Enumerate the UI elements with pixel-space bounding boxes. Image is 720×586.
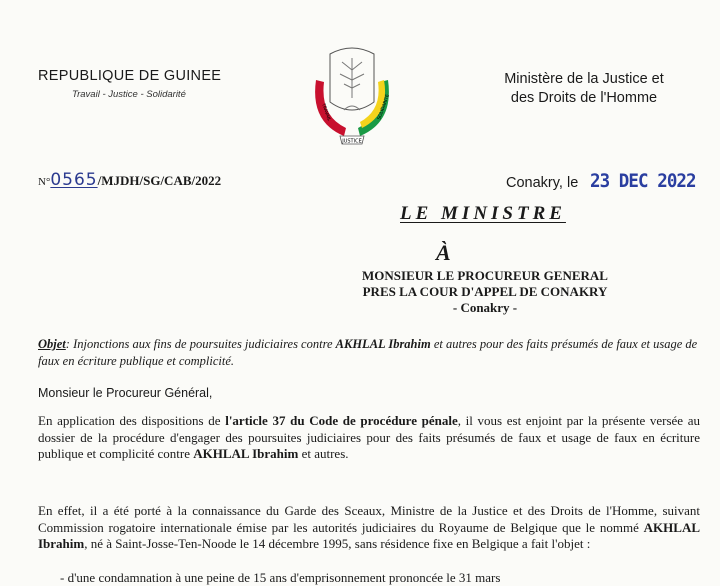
reference-prefix: N° (38, 176, 51, 188)
recipient-block (330, 268, 640, 316)
reference-handwritten-number: 0565 (50, 170, 98, 190)
p2-a: En effet, il a été porté à la connaissance du Garde des Sceaux, Ministre de la Justice et des Droits de l'Homme, suivant Commission rogatoire internationale émise par les autorités judiciaires du Royaume de Belgique que le nommé (38, 503, 700, 535)
emblem-left-word: TRAVAIL (320, 102, 332, 122)
subject-text-b: et autres pour des faits présumés de faux et usage de faux en écriture publique et complicité. (38, 337, 698, 368)
reference-number (38, 170, 221, 190)
recipient-line-2: PRES LA COUR D'APPEL DE CONAKRY (362, 284, 608, 299)
subject-line (38, 336, 698, 370)
subject-text-a: : Injonctions aux fins de poursuites judiciaires contre (65, 337, 336, 351)
emblem-right-word: SOLIDARITE (377, 93, 392, 121)
national-motto: Travail - Justice - Solidarité (72, 89, 186, 100)
p1-e: et autres. (298, 446, 349, 461)
paragraph-1 (38, 413, 700, 463)
greeting: Monsieur le Procureur Général, (38, 386, 213, 400)
emblem-center-word: JUSTICE (342, 138, 362, 145)
ministry-line-1: Ministère de la Justice et (504, 71, 664, 87)
cut-off-line: - d'une condamnation à une peine de 15 ans d'emprisonnement prononcée le 31 mars (60, 570, 501, 585)
paragraph-2 (38, 503, 700, 553)
place-label: Conakry, le (506, 175, 579, 191)
p1-article: l'article 37 du Code de procédure pénale (225, 413, 458, 428)
national-emblem-icon (300, 40, 404, 148)
sender-title: LE MINISTRE (400, 203, 566, 224)
reference-code: /MJDH/SG/CAB/2022 (97, 173, 222, 188)
republic-title: REPUBLIQUE DE GUINEE (38, 68, 222, 84)
p1-a: En application des dispositions de (38, 413, 226, 428)
ministry-line-2: des Droits de l'Homme (510, 90, 658, 106)
p2-c: , né à Saint-Josse-Ten-Noode le 14 décembre 1995, sans résidence fixe en Belgique a fait l'objet : (84, 536, 591, 551)
subject-label: Objet (38, 337, 66, 351)
ministry-title (489, 70, 679, 108)
p2-name: AKHLAL Ibrahim (38, 519, 700, 551)
p1-c: , il vous est enjoint par la présente versée au dossier de la procédure d'engager des poursuites judiciaires pour des faits présumés de faux et usage de faux en écriture publique et complicité contre (38, 413, 701, 461)
to-mark: À (436, 240, 451, 265)
recipient-line-3: - Conakry - (452, 300, 518, 315)
p1-name: AKHLAL Ibrahim (193, 446, 299, 461)
recipient-line-1: MONSIEUR LE PROCUREUR GENERAL (362, 268, 608, 283)
subject-name: AKHLAL Ibrahim (335, 337, 431, 351)
date-stamp: 23 DEC 2022 (590, 170, 696, 192)
